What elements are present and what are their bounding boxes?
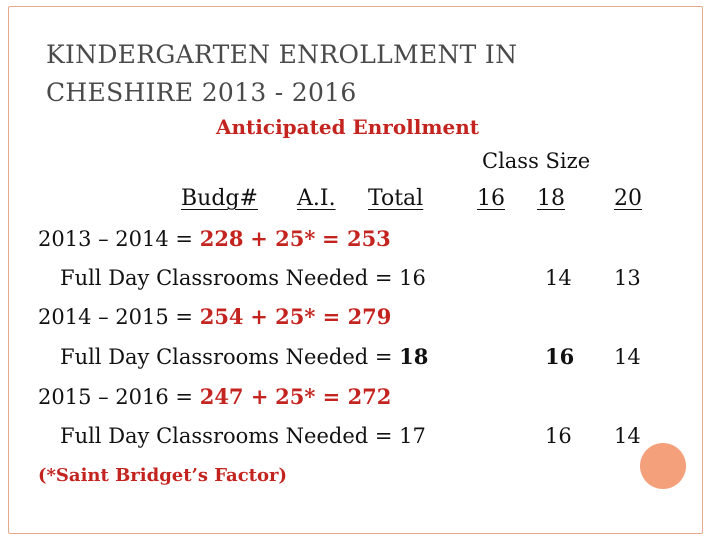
ai-value: + 25* [250, 226, 316, 251]
header-size-16: 16 [477, 186, 505, 211]
year-period: 2015 – 2016 = [38, 385, 194, 409]
total-value: = 253 [322, 226, 391, 251]
budg-value: 247 + [199, 384, 269, 409]
decorative-circle [640, 443, 686, 489]
year-row-2014 [38, 304, 391, 330]
year-row-2013 [38, 226, 391, 252]
slide-title [46, 36, 517, 112]
year-row-2015 [38, 384, 391, 410]
budg-value: 254 [199, 304, 244, 329]
class-size-label: Class Size [482, 149, 591, 173]
header-size-18: 18 [537, 186, 565, 211]
classrooms-20-2015: 14 [614, 424, 641, 448]
title-line-2: CHESHIRE 2013 - 2016 [46, 78, 357, 107]
classrooms-16: 18 [399, 344, 429, 369]
header-size-20: 20 [614, 186, 642, 211]
year-period: 2014 – 2015 = [38, 305, 194, 329]
classrooms-16: 17 [399, 424, 426, 448]
classrooms-label-2015 [60, 423, 426, 449]
classrooms-18-2015: 16 [545, 424, 572, 448]
classrooms-label: Full Day Classrooms Needed = [60, 424, 393, 448]
header-total: Total [368, 186, 424, 211]
anticipated-enrollment-label: Anticipated Enrollment [216, 115, 480, 139]
budg-value: 228 [199, 226, 244, 251]
classrooms-label-2013 [60, 265, 426, 291]
classrooms-16: 16 [399, 266, 426, 290]
footnote: (*Saint Bridget’s Factor) [38, 465, 287, 486]
title-line-1: KINDERGARTEN ENROLLMENT IN [46, 40, 518, 69]
classrooms-20-2013: 13 [614, 266, 641, 290]
classrooms-label-2014 [60, 344, 428, 370]
classrooms-18-2014: 16 [545, 344, 575, 369]
year-period: 2013 – 2014 = [38, 227, 194, 251]
header-ai: A.I. [297, 186, 336, 211]
classrooms-label: Full Day Classrooms Needed = [60, 345, 393, 369]
classrooms-18-2013: 14 [545, 266, 572, 290]
ai-total-value: + 25* = 279 [250, 304, 392, 329]
header-budg: Budg# [181, 186, 258, 211]
ai-total-value: 25* = 272 [275, 384, 392, 409]
classrooms-label: Full Day Classrooms Needed = [60, 266, 393, 290]
classrooms-20-2014: 14 [614, 345, 641, 369]
